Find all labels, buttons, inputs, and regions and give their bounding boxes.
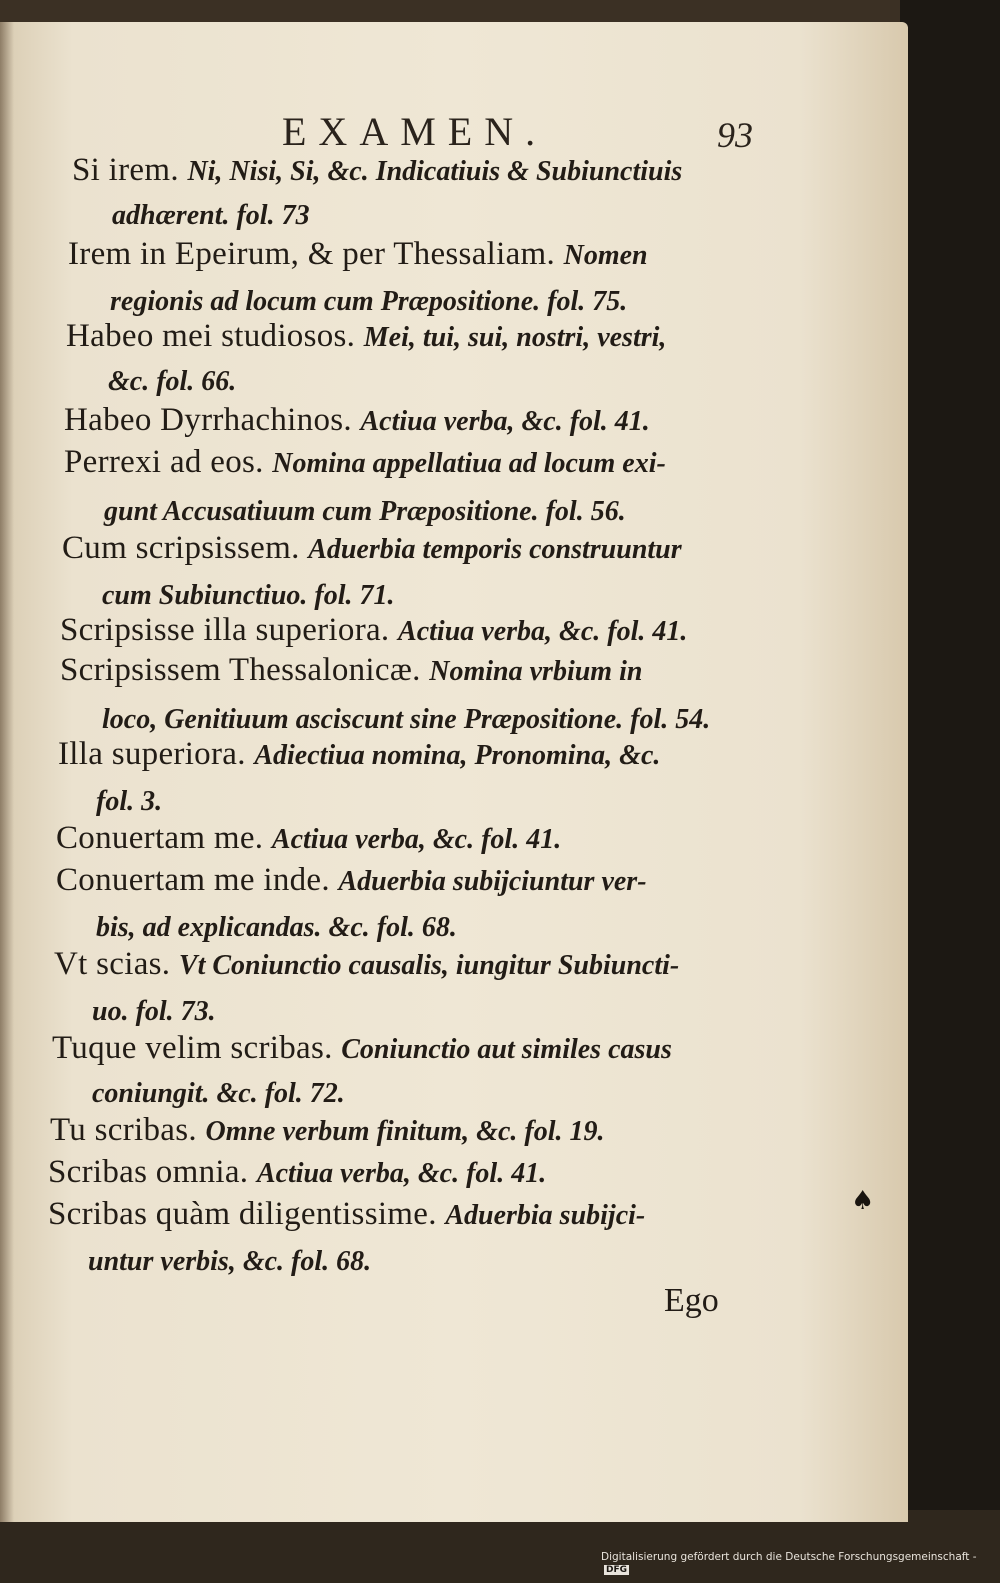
entry-line [68,236,648,273]
entry-phrase: Tu scribas. [50,1112,206,1148]
entry-line [112,196,310,233]
entry-line [92,992,216,1029]
entry-line [56,820,561,857]
digitization-credit [601,1551,1000,1575]
entry-phrase: Scribas quàm diligentissime. [48,1196,446,1232]
entry-rule: coniungit. &c. fol. 72. [92,1078,345,1109]
entry-phrase: Cum scripsissem. [62,530,309,566]
entry-rule: fol. 3. [96,786,163,817]
entry-line [96,782,162,819]
entry-rule: Actiua verba, &c. fol. 41. [398,616,688,647]
entry-rule: Nomina vrbium in [429,656,643,687]
entry-rule: adhærent. fol. 73 [112,200,310,231]
entry-rule: regionis ad locum cum Præpositione. fol. 75. [110,286,628,317]
entry-line [88,1242,371,1279]
entry-phrase: Conuertam me inde. [56,862,339,898]
entry-rule: Coniunctio aut similes casus [341,1034,672,1065]
entry-line [60,612,687,649]
running-header: EXAMEN. [282,109,548,154]
scan-backdrop-right [900,0,1000,1583]
entry-line [104,492,626,529]
entry-line [58,736,660,773]
entry-rule: gunt Accusatiuum cum Præpositione. fol. 56. [104,496,626,527]
entry-rule: Actiua verba, &c. fol. 41. [256,1158,547,1189]
entry-line [102,576,395,613]
entry-rule: &c. fol. 66. [108,366,237,397]
entry-line [92,1074,345,1111]
entry-line [96,908,457,945]
entry-phrase: Habeo Dyrrhachinos. [64,402,361,438]
entry-phrase: Irem in Epeirum, & per Thessaliam. [68,236,564,272]
entry-rule: Omne verbum finitum, &c. fol. 19. [205,1116,605,1147]
entry-phrase: Habeo mei studiosos. [66,318,364,354]
entry-phrase: Scribas omnia. [48,1154,257,1190]
entry-phrase: Conuertam me. [56,820,272,856]
entry-line [54,946,679,983]
entry-phrase: Vt scias. [54,946,179,982]
entry-phrase: Tuque velim scribas. [52,1030,342,1066]
entry-line [48,1154,546,1191]
entry-rule: Actiua verba, &c. fol. 41. [271,824,562,855]
entry-phrase: Perrexi ad eos. [64,444,273,480]
entry-phrase: Scripsissem Thessalonicæ. [60,652,430,688]
entry-rule: cum Subiunctiuo. fol. 71. [102,580,395,611]
entry-line [102,700,710,737]
entry-rule: loco, Genitiuum asciscunt sine Præpositione. fol. 54. [102,704,711,735]
entry-rule: Nomen [563,240,648,271]
entry-rule: untur verbis, &c. fol. 68. [88,1246,372,1277]
entry-line [64,402,650,439]
entry-line [110,282,627,319]
entry-line [62,530,682,567]
entry-rule: uo. fol. 73. [92,996,216,1027]
entry-rule: Ni, Nisi, Si, &c. Indicatiuis & Subiunctiuis [187,156,683,187]
entry-line [50,1112,604,1149]
entry-rule: Aduerbia temporis construuntur [308,534,682,565]
credit-text: Digitalisierung gefördert durch die Deutsche Forschungsgemeinschaft - [601,1551,977,1563]
entry-line [60,652,642,689]
entry-line [52,1030,672,1067]
entry-line [48,1196,645,1233]
entry-rule: bis, ad explicandas. &c. fol. 68. [96,912,457,943]
entry-line [108,362,236,399]
page-number: 93 [717,115,753,155]
entry-rule: Mei, tui, sui, nostri, vestri, [363,322,667,353]
ornament-icon: ♠ [851,1186,875,1216]
entry-rule: Actiua verba, &c. fol. 41. [360,406,650,437]
entry-rule: Aduerbia subijciuntur ver- [338,866,647,897]
catchword: Ego [664,1282,719,1319]
entry-line [72,152,682,189]
entry-line [66,318,666,355]
entry-line [64,444,666,481]
entry-rule: Nomina appellatiua ad locum exi- [272,448,666,479]
dfg-logo: DFG [606,1565,628,1575]
entry-phrase: Scripsisse illa superiora. [60,612,399,648]
entry-rule: Aduerbia subijci- [445,1200,646,1231]
spine-shadow [0,22,14,1522]
entry-line [56,862,647,899]
entry-rule: Vt Coniunctio causalis, iungitur Subiuncti- [178,950,680,981]
entry-phrase: Si irem. [72,152,188,188]
entry-phrase: Illa superiora. [58,736,255,772]
entry-rule: Adiectiua nomina, Pronomina, &c. [254,740,661,771]
